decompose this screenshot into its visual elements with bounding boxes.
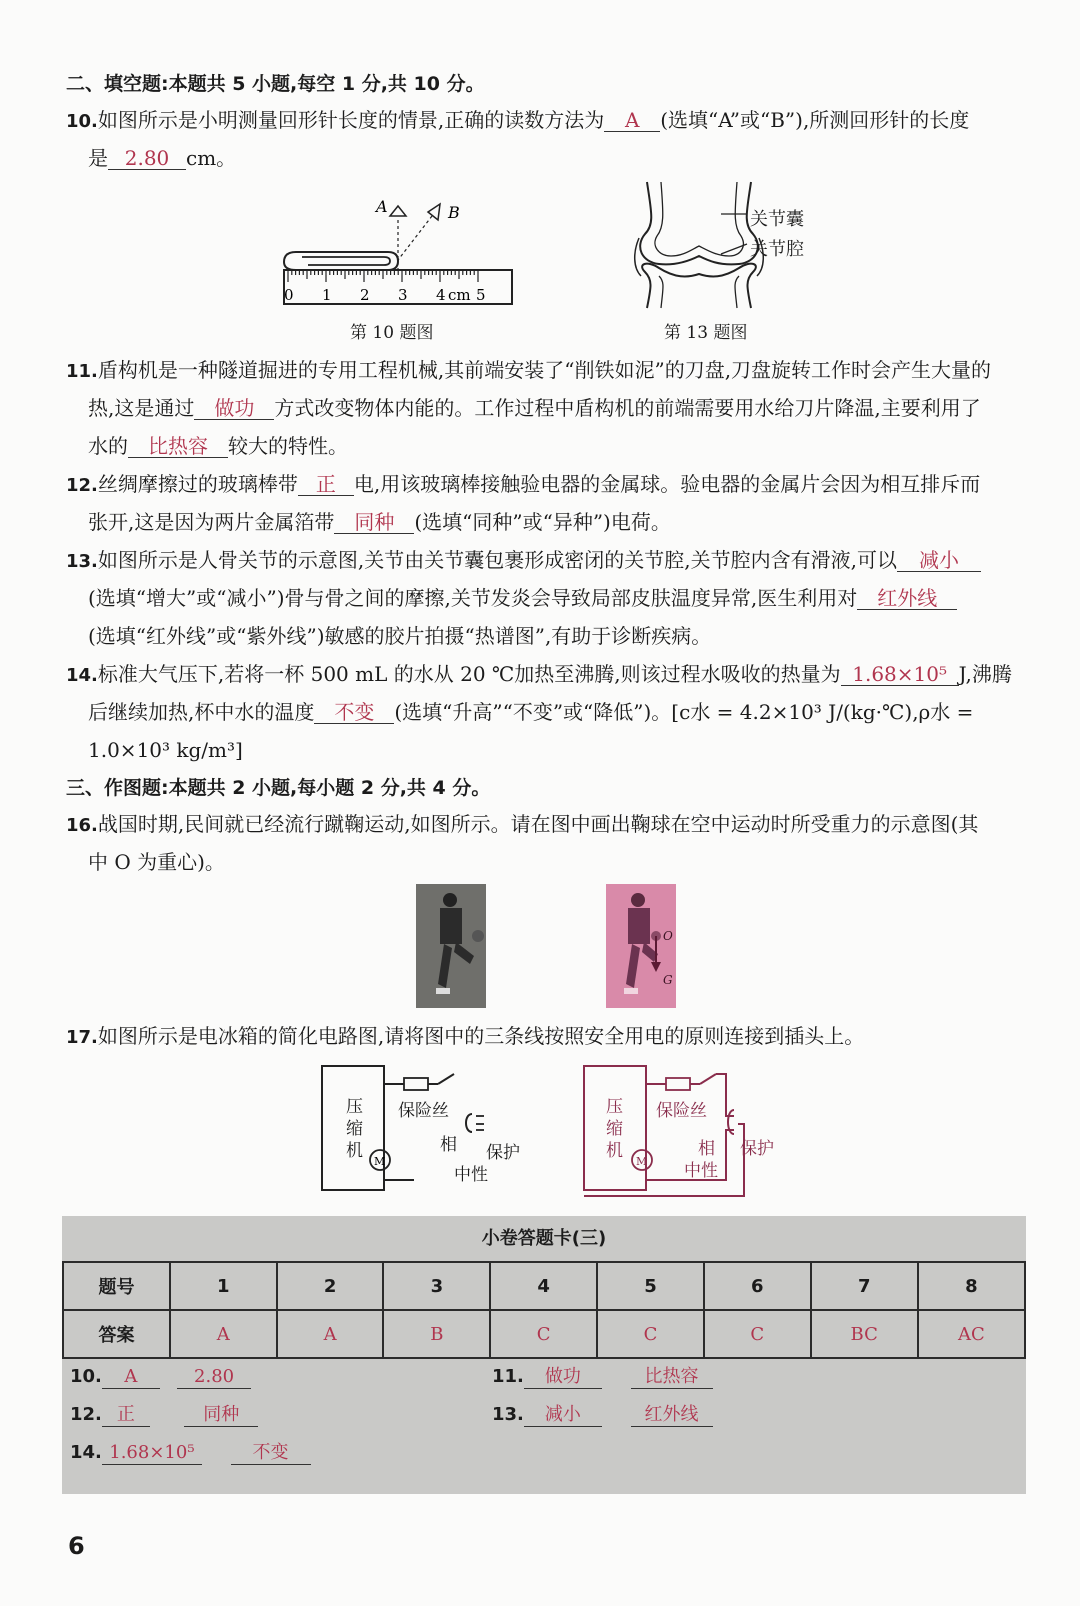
- table-cell: C: [490, 1310, 597, 1358]
- q13-line1: 13.如图所示是人骨关节的示意图,关节由关节囊包裹形成密闭的关节腔,关节腔内含有滑液,可以 减小: [66, 548, 1026, 574]
- q12-line2: 张开,这是因为两片金属箔带 同种 (选填“同种”或“异种”)电荷。: [88, 510, 671, 534]
- q16-number: 16.: [66, 815, 98, 836]
- fill-row-11: 11. 做功 比热容: [492, 1366, 713, 1389]
- label-o: O: [663, 929, 673, 943]
- q12-answer-1: 正: [298, 473, 354, 496]
- fig10-caption: 第 10 题图: [350, 323, 434, 343]
- q13-line3: (选填“红外线”或“紫外线”)敏感的胶片拍摄“热谱图”,有助于诊断疾病。: [88, 624, 712, 648]
- paper-clip: [284, 252, 398, 270]
- upper-bone-inner: [655, 182, 743, 256]
- table-cell: B: [383, 1310, 490, 1358]
- q10-answer-2: 2.80: [108, 147, 186, 170]
- paper-clip-inner: [302, 257, 390, 265]
- fill-row-12: 12. 正 同种: [70, 1404, 258, 1427]
- q14-answer-1: 1.68×10⁵: [841, 663, 959, 686]
- q12-answer-2: 同种: [334, 511, 414, 534]
- q13-number: 13.: [66, 551, 98, 572]
- table-cell: 8: [918, 1262, 1025, 1310]
- fill-row-14: 14. 1.68×10⁵ 不变: [70, 1442, 311, 1465]
- lower-bone-inner: [659, 276, 739, 308]
- table-cell: 5: [597, 1262, 704, 1310]
- q14-line1: 14.标准大气压下,若将一杯 500 mL 的水从 20 ℃加热至沸腾,则该过程水吸收的热量为 1.68×10⁵ J,沸腾: [66, 662, 1012, 686]
- q17-number: 17.: [66, 1027, 98, 1048]
- q13-answer-1: 减小: [897, 549, 981, 572]
- motor-label-answer: M: [636, 1155, 648, 1168]
- fill-row-13: 13. 减小 红外线: [492, 1404, 713, 1427]
- fuse-label-1: 保险丝: [398, 1101, 449, 1121]
- q12-line1: 12.丝绸摩擦过的玻璃棒带 正 电,用该玻璃棒接触验电器的金属球。验电器的金属片会因为相互排斥而: [66, 472, 981, 496]
- fig13-label-capsule: 关节囊: [750, 209, 804, 230]
- table-row-numbers: [63, 1262, 1025, 1310]
- table-cell: 2: [277, 1262, 384, 1310]
- table-row-answers: [63, 1310, 1025, 1358]
- card-title: 小卷答题卡(三): [481, 1228, 607, 1249]
- cuju-photo-answer: [606, 884, 676, 1008]
- ruler-label-4: 4: [436, 286, 446, 304]
- page-number: 6: [68, 1532, 85, 1560]
- q14-number: 14.: [66, 665, 98, 686]
- table-cell: BC: [811, 1310, 918, 1358]
- compressor-label-2: 压 缩 机: [606, 1097, 623, 1161]
- section3-heading: 三、作图题:本题共 2 小题,每小题 2 分,共 4 分。: [66, 777, 491, 799]
- q11-line3: 水的 比热容 较大的特性。: [88, 434, 348, 458]
- fig10-label-b: B: [448, 203, 460, 222]
- fig13-label-cavity: 关节腔: [750, 239, 804, 260]
- table-cell: C: [704, 1310, 811, 1358]
- q10-line1: 10.如图所示是小明测量回形针长度的情景,正确的读数方法为 A (选填“A”或“B”),所测回形针的长度: [66, 108, 970, 132]
- table-cell: A: [277, 1310, 384, 1358]
- ruler-label-cm: cm: [448, 286, 471, 304]
- label-g: G: [663, 973, 673, 987]
- q10-answer-1: A: [604, 109, 660, 132]
- q13-answer-2: 红外线: [857, 587, 957, 610]
- answer-card: [62, 1216, 1026, 1494]
- q16-line1: 16.战国时期,民间就已经流行蹴鞠运动,如图所示。请在图中画出鞠球在空中运动时所受重力的示意图(其: [66, 812, 979, 836]
- q11-number: 11.: [66, 361, 98, 382]
- wire-live: [716, 1074, 734, 1116]
- q14-line2: 后继续加热,杯中水的温度 不变 (选填“升高”“不变”或“降低”)。[c水 = 4.2×10³ J/(kg·℃),ρ水 =: [88, 700, 974, 724]
- table-cell: C: [597, 1310, 704, 1358]
- table-cell: 3: [383, 1262, 490, 1310]
- fuse: [404, 1078, 428, 1090]
- q12-number: 12.: [66, 475, 98, 496]
- lower-bone: [642, 264, 756, 308]
- q11-answer-1: 做功: [194, 397, 274, 420]
- switch: [438, 1074, 454, 1084]
- eye-a-icon: [390, 206, 406, 216]
- eye-b-icon: [428, 204, 440, 220]
- ruler-label-0: 0: [284, 286, 294, 304]
- table-cell: 6: [704, 1262, 811, 1310]
- q16-line2: 中 O 为重心)。: [88, 850, 225, 874]
- answer-table: [62, 1261, 1026, 1359]
- motor-label: M: [374, 1155, 386, 1168]
- ruler-label-3: 3: [398, 286, 408, 304]
- cuju-photo-original: [416, 884, 486, 1008]
- q10-line2: 是 2.80 cm。: [88, 146, 237, 170]
- live-label-2: 相: [698, 1139, 715, 1159]
- plug-icon: [466, 1114, 472, 1132]
- ruler-label-1: 1: [322, 286, 332, 304]
- gravity-arrowhead-icon: [651, 962, 661, 972]
- q17-line1: 17.如图所示是电冰箱的简化电路图,请将图中的三条线按照安全用电的原则连接到插头上。: [66, 1024, 865, 1048]
- fuse-label-2: 保险丝: [656, 1101, 707, 1121]
- answer-label: 答案: [63, 1310, 170, 1358]
- compressor-label-1: 压 缩 机: [346, 1097, 363, 1161]
- q11-line1: 11.盾构机是一种隧道掘进的专用工程机械,其前端安装了“削铁如泥”的刀盘,刀盘旋转工作时会产生大量的: [66, 358, 992, 382]
- ground-label-1: 保护: [486, 1143, 520, 1163]
- neutral-label-2: 中性: [684, 1161, 718, 1181]
- fig10-ruler-diagram: [280, 190, 520, 314]
- ruler-label-2: 2: [360, 286, 370, 304]
- q11-line2: 热,这是通过 做功 方式改变物体内能的。工作过程中盾构机的前端需要用水给刀片降温,主要利用了: [88, 396, 981, 420]
- q10-number: 10.: [66, 111, 98, 132]
- fill-row-10: 10. A 2.80: [70, 1366, 251, 1389]
- table-cell: 4: [490, 1262, 597, 1310]
- table-cell: 7: [811, 1262, 918, 1310]
- table-cell: AC: [918, 1310, 1025, 1358]
- leader-cavity: [721, 244, 747, 254]
- ruler-label-5: 5: [476, 286, 486, 304]
- q11-answer-2: 比热容: [128, 435, 228, 458]
- fig10-label-a: A: [376, 197, 388, 216]
- q14-answer-2: 不变: [314, 701, 394, 724]
- q14-line3: 1.0×10³ kg/m³]: [88, 738, 243, 762]
- fig13-caption: 第 13 题图: [664, 323, 748, 343]
- live-label-1: 相: [440, 1135, 457, 1155]
- table-cell: 1: [170, 1262, 277, 1310]
- section2-heading: 二、填空题:本题共 5 小题,每空 1 分,共 10 分。: [66, 73, 485, 95]
- neutral-label-1: 中性: [454, 1165, 488, 1185]
- ground-label-2: 保护: [740, 1139, 774, 1159]
- sight-line-b: [398, 216, 432, 260]
- header-label: 题号: [63, 1262, 170, 1310]
- table-cell: A: [170, 1310, 277, 1358]
- q13-line2: (选填“增大”或“减小”)骨与骨之间的摩擦,关节发炎会导致局部皮肤温度异常,医生利用对 红外线: [88, 586, 1048, 610]
